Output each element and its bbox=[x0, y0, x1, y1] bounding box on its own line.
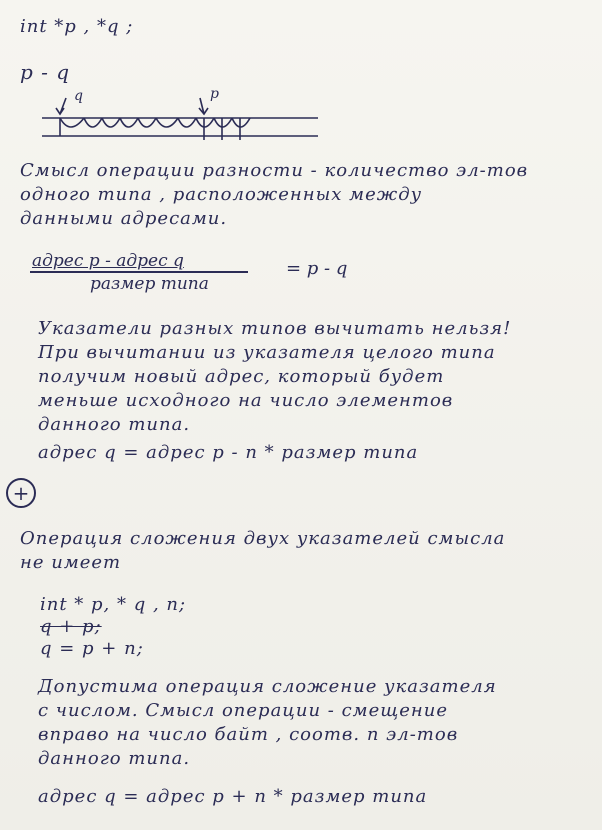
declaration-line-2: int * p, * q , n; bbox=[40, 594, 187, 615]
formula-subtraction: адрес q = адрес p - n * размер типа bbox=[38, 442, 419, 463]
formula-addition: адрес q = адрес p + n * размер типа bbox=[38, 786, 428, 807]
fraction-numerator: адрес p - адрес q bbox=[32, 251, 184, 271]
paragraph-4-line-4: данного типа. bbox=[38, 748, 191, 769]
plus-circle-icon: + bbox=[6, 478, 36, 508]
fraction-denominator: размер типа bbox=[90, 274, 209, 294]
paragraph-1-line-1: Смысл операции разности - количество эл-тов bbox=[20, 160, 529, 181]
paragraph-4-line-1: Допустима операция сложение указателя bbox=[38, 676, 497, 697]
pointer-p-label: p bbox=[210, 86, 220, 102]
paragraph-3-line-2: не имеет bbox=[20, 552, 122, 573]
paragraph-1-line-2: одного типа , расположенных между bbox=[20, 184, 423, 205]
fraction-bar bbox=[30, 271, 248, 273]
paragraph-2-line-2: При вычитании из указателя целого типа bbox=[38, 342, 496, 363]
paragraph-2-line-3: получим новый адрес, который будет bbox=[38, 366, 445, 387]
fraction-result: = p - q bbox=[286, 258, 348, 279]
paragraph-4-line-2: с числом. Смысл операции - смещение bbox=[38, 700, 448, 721]
paragraph-2-line-5: данного типа. bbox=[38, 414, 191, 435]
paragraph-4-line-3: вправо на число байт , соотв. n эл-тов bbox=[38, 724, 459, 745]
paragraph-2-line-4: меньше исходного на число элементов bbox=[38, 390, 454, 411]
declaration-line-1: int *p , *q ; bbox=[20, 16, 134, 37]
invalid-assignment: q + p; bbox=[40, 616, 102, 637]
expression-p-minus-q: p - q bbox=[20, 60, 71, 84]
paragraph-2-line-1: Указатели разных типов вычитать нельзя! bbox=[38, 318, 512, 339]
pointer-q-label: q bbox=[74, 88, 84, 104]
valid-assignment: q = p + n; bbox=[40, 638, 144, 659]
paragraph-1-line-3: данными адресами. bbox=[20, 208, 228, 229]
paragraph-3-line-1: Операция сложения двух указателей смысла bbox=[20, 528, 506, 549]
